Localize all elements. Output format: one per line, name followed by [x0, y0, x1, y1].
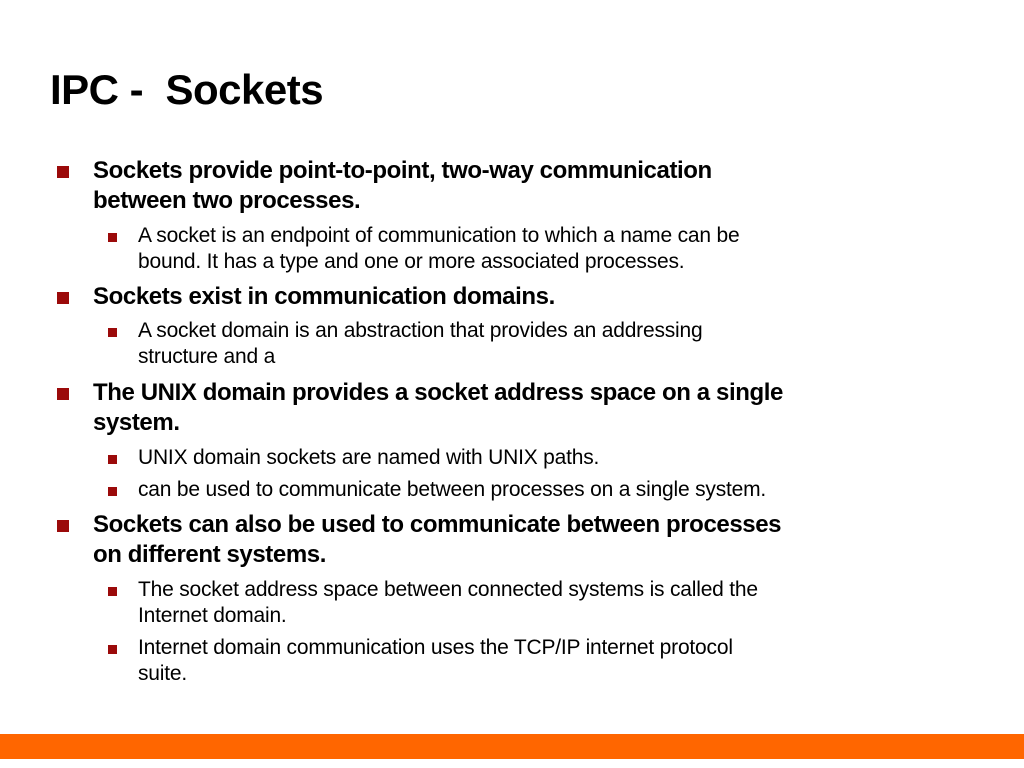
bullet-icon	[108, 233, 117, 242]
sub-bullet-text: structure and a	[138, 345, 276, 368]
bullet-icon	[108, 455, 117, 464]
sub-bullet-text: A socket domain is an abstraction that provides an addressing	[138, 319, 703, 342]
bullet-text: system.	[93, 409, 180, 436]
sub-bullet-text: bound. It has a type and one or more associated processes.	[138, 250, 685, 273]
bullet-icon	[57, 292, 69, 304]
bullet-icon	[57, 520, 69, 532]
bullet-icon	[108, 587, 117, 596]
bullet-text: Sockets can also be used to communicate between processes	[93, 511, 782, 538]
bullet-text: Sockets provide point-to-point, two-way communication	[93, 157, 712, 184]
sub-bullet-text: UNIX domain sockets are named with UNIX paths.	[138, 446, 600, 469]
bullet-icon	[108, 328, 117, 337]
sub-bullet-text: Internet domain communication uses the TCP/IP internet protocol	[138, 636, 733, 659]
bullet-icon	[108, 487, 117, 496]
footer-accent-bar	[0, 734, 1024, 759]
sub-bullet-text: Internet domain.	[138, 604, 287, 627]
bullet-text: The UNIX domain provides a socket address space on a single	[93, 379, 783, 406]
bullet-icon	[57, 388, 69, 400]
slide-title: IPC - Sockets	[50, 66, 324, 113]
sub-bullet-text: The socket address space between connected systems is called the	[138, 578, 758, 601]
sub-bullet-text: A socket is an endpoint of communication to which a name can be	[138, 224, 740, 247]
bullet-text: on different systems.	[93, 541, 326, 568]
sub-bullet-text: can be used to communicate between processes on a single system.	[138, 478, 767, 501]
bullet-text: Sockets exist in communication domains.	[93, 283, 555, 310]
bullet-icon	[108, 645, 117, 654]
bullet-text: between two processes.	[93, 187, 361, 214]
sub-bullet-text: suite.	[138, 662, 187, 685]
bullet-icon	[57, 166, 69, 178]
